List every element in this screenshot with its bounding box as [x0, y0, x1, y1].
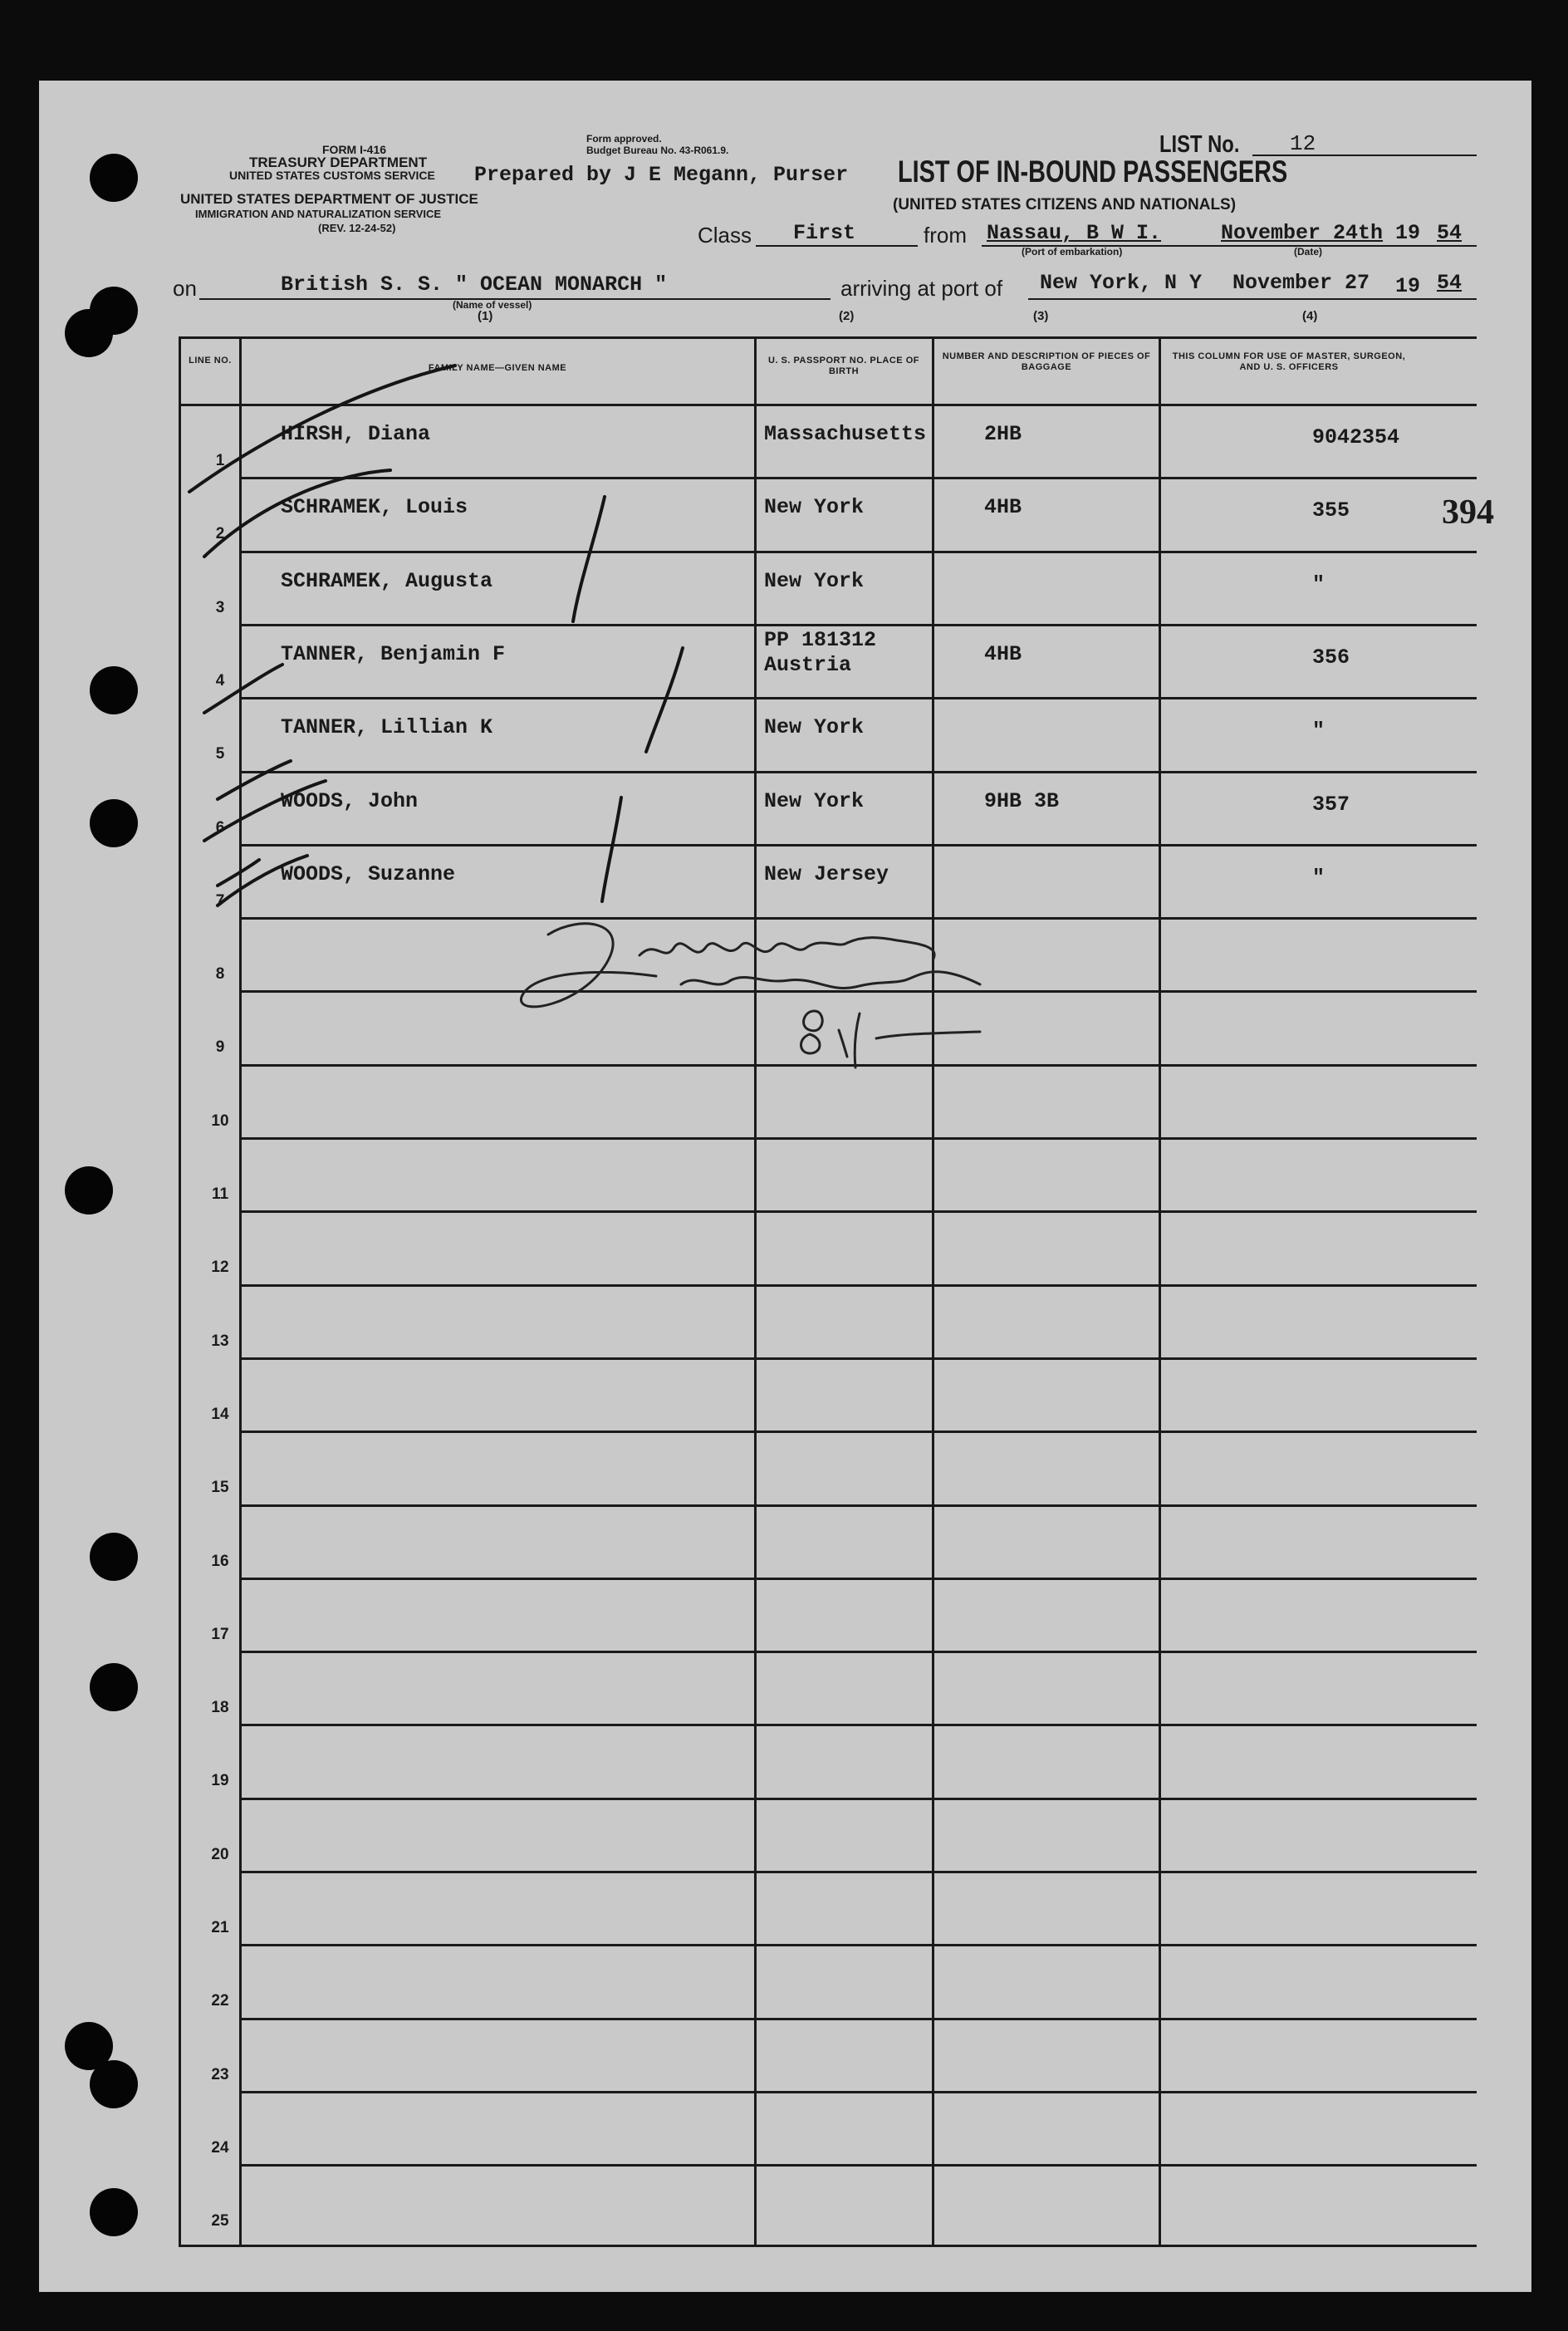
line-number: 19	[211, 1772, 229, 1790]
line-number: 16	[211, 1552, 229, 1570]
header-line-no: LINE NO.	[189, 356, 232, 366]
line-number: 11	[211, 1185, 229, 1203]
place-of-birth: New Jersey	[764, 861, 889, 886]
baggage-count: 4HB	[984, 641, 1022, 666]
line-number: 2	[215, 525, 225, 543]
vessel-name: British S. S. " OCEAN MONARCH "	[281, 272, 668, 297]
form-subtitle: (UNITED STATES CITIZENS AND NATIONALS)	[893, 196, 1237, 213]
embarkation-year-prefix: 19	[1395, 221, 1421, 245]
line-number: 4	[215, 671, 225, 689]
form-approved: Form approved.	[586, 133, 662, 145]
department-of-justice: UNITED STATES DEPARTMENT OF JUSTICE	[180, 191, 478, 207]
place-of-birth: Massachusetts	[764, 422, 927, 446]
line-number: 21	[211, 1919, 229, 1936]
place-of-birth: PP 181312 Austria	[764, 627, 877, 677]
line-number: 6	[215, 818, 225, 837]
place-of-birth: New York	[764, 788, 865, 813]
embarkation-date: November 24th	[1221, 221, 1384, 245]
line-number: 9	[215, 1038, 225, 1057]
line-number: 7	[215, 891, 225, 910]
check-mark	[218, 856, 307, 905]
embarkation-year: 54	[1437, 221, 1463, 245]
officer-note: "	[1312, 719, 1325, 743]
budget-bureau: Budget Bureau No. 43-R061.9.	[586, 145, 729, 156]
line-number: 13	[211, 1332, 229, 1350]
column-number-4: (4)	[1302, 309, 1318, 323]
list-number: 12	[1290, 131, 1316, 156]
arrival-year: 54	[1437, 271, 1463, 295]
check-mark	[189, 366, 455, 492]
line-number: 12	[211, 1259, 229, 1277]
officer-note: 356	[1312, 645, 1350, 670]
line-number: 23	[211, 2065, 229, 2083]
header-name: FAMILY NAME—GIVEN NAME	[428, 363, 567, 373]
line-number: 25	[211, 2212, 229, 2230]
line-number: 22	[211, 1992, 229, 2010]
tally-mark	[646, 648, 683, 752]
line-number: 5	[215, 745, 225, 763]
list-no-label: LIST No.	[1159, 131, 1240, 158]
passenger-name: TANNER, Lillian K	[281, 715, 493, 740]
line-number: 18	[211, 1699, 229, 1717]
line-number: 3	[215, 598, 225, 616]
class-label: Class	[698, 223, 752, 248]
header-baggage: NUMBER AND DESCRIPTION OF PIECES OF BAGGAGE	[942, 351, 1151, 372]
arriving-label: arriving at port of	[840, 276, 1003, 301]
line-number: 24	[211, 2138, 229, 2157]
passenger-name: HIRSH, Diana	[281, 422, 431, 446]
line-number: 15	[211, 1479, 229, 1497]
check-mark	[218, 761, 291, 799]
customs-service: UNITED STATES CUSTOMS SERVICE	[229, 169, 435, 182]
line-number: 20	[211, 1845, 229, 1863]
passenger-name: WOODS, Suzanne	[281, 861, 456, 886]
arrival-port: New York, N Y	[1040, 271, 1203, 295]
line-number: 14	[211, 1405, 229, 1423]
check-mark	[204, 665, 282, 713]
class-value: First	[793, 221, 856, 245]
check-mark	[204, 781, 326, 841]
line-number: 10	[211, 1112, 229, 1130]
form-title: LIST OF IN-BOUND PASSENGERS	[898, 155, 1288, 189]
tally-mark	[602, 797, 621, 901]
passenger-name: WOODS, John	[281, 788, 419, 813]
line-number: 8	[215, 965, 225, 984]
revision-date: (REV. 12-24-52)	[318, 222, 396, 234]
tally-mark	[573, 497, 605, 621]
officer-note: 357	[1312, 792, 1350, 817]
header-passport: U. S. PASSPORT NO. PLACE OF BIRTH	[768, 356, 919, 376]
passenger-name: TANNER, Benjamin F	[281, 641, 506, 666]
place-of-birth: New York	[764, 715, 865, 740]
officer-note: "	[1312, 572, 1325, 596]
baggage-count: 4HB	[984, 495, 1022, 520]
place-of-birth: New York	[764, 495, 865, 520]
form-number: FORM I-416	[322, 143, 387, 156]
line-number: 1	[215, 452, 225, 469]
check-mark	[204, 470, 390, 557]
immigration-service: IMMIGRATION AND NATURALIZATION SERVICE	[195, 208, 442, 220]
line-number: 17	[211, 1625, 229, 1643]
port-embarkation-caption: (Port of embarkation)	[1022, 246, 1123, 258]
column-number-2: (2)	[839, 309, 855, 323]
vessel-caption: (Name of vessel)	[453, 299, 532, 311]
place-of-birth: New York	[764, 568, 865, 593]
column-number-3: (3)	[1033, 309, 1049, 323]
from-label: from	[924, 223, 967, 248]
treasury-department: TREASURY DEPARTMENT	[249, 155, 428, 170]
passenger-name: SCHRAMEK, Louis	[281, 495, 468, 520]
officer-note: 9042354	[1312, 425, 1400, 449]
on-label: on	[173, 276, 197, 301]
header-officers: THIS COLUMN FOR USE OF MASTER, SURGEON, AND U. S. OFFICERS	[1172, 351, 1406, 372]
baggage-count: 9HB 3B	[984, 788, 1060, 813]
arrival-year-prefix: 19	[1395, 274, 1421, 298]
officer-note: "	[1312, 865, 1325, 890]
stamp-number: 394	[1442, 493, 1494, 532]
arrival-date: November 27	[1232, 271, 1370, 295]
date-caption: (Date)	[1294, 246, 1323, 258]
column-number-1: (1)	[478, 309, 493, 323]
prepared-by: Prepared by J E Megann, Purser	[474, 163, 849, 187]
baggage-count: 2HB	[984, 422, 1022, 446]
passenger-name: SCHRAMEK, Augusta	[281, 568, 493, 593]
embarkation-port: Nassau, B W I.	[987, 221, 1162, 245]
inspector-signature	[521, 924, 980, 1067]
officer-note: 355	[1312, 498, 1350, 523]
